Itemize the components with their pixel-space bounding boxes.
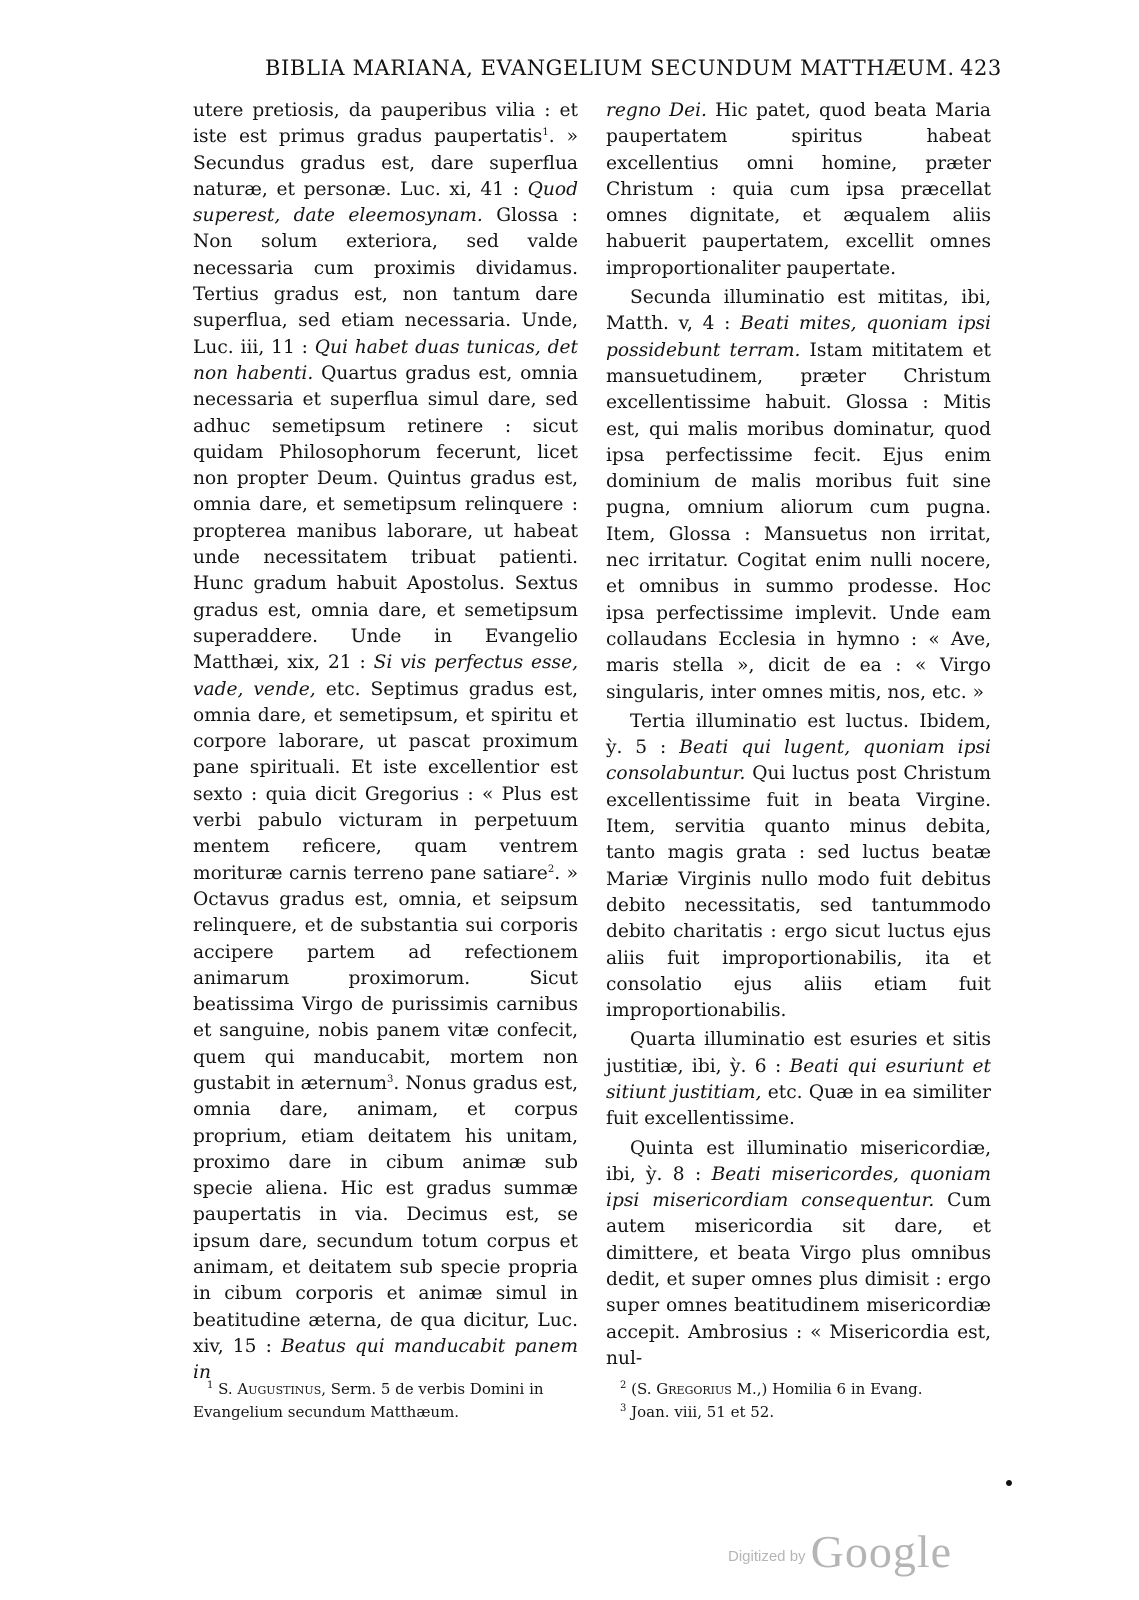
paragraph [606,98,991,282]
text-run: S. [213,1380,238,1398]
footnote-marker: 3 [387,1073,394,1085]
left-text-column [193,98,578,1387]
footnote [193,1378,573,1424]
italic-quote: Quod superest, date eleemosynam. [193,178,578,227]
text-run: Istam mititatem et mansuetudinem, præter Christum excellentissime habuit. Glossa : Mitis est, qui malis moribus dominatur, quod ipsa perfectissime fecit. Ejus enim dominium de malis moribus fuit sine pugna, omnium aliorum cum pugna. Item, Glossa : Mansuetus non irritat, nec irritatur. Cogitat enim nulli nocere, et omnibus in summo prodesse. Hoc ipsa perfectissime implevit. Unde eam collaudans Ecclesia in hymno : « Ave, maris stella », dicit de ea : « Virgo singularis, inter omnes mitis, nos, etc. » [606,339,991,703]
footnote [606,1401,986,1424]
italic-quote: Beati qui lugent, quoniam ipsi consolabuntur. [606,737,991,785]
digitization-watermark [728,1525,952,1578]
running-header [0,56,1139,88]
text-run: . » Octavus gradus est, omnia, et seipsum relinquere, et de substantia sui corporis accipere partem ad refectionem animarum proximorum. Sicut beatissima Virgo de purissimis carnibus et sanguine, nobis panem vitæ confecit, quem qui manducabit, mortem non gustabit in æternum [193,862,578,1094]
text-run: Secunda illuminatio est mititas, ibi, Matth. v, 4 : [606,287,991,335]
text-run: M.,) Homilia 6 in Evang. [731,1380,923,1398]
text-run: utere pretiosis, da pauperibus vilia : et iste est primus gradus paupertatis [193,100,578,148]
google-logo: Google [810,1526,953,1577]
paragraph [606,1136,991,1373]
text-run: Tertia illuminatio est luctus. Ibidem, ỳ. 5 : [606,710,991,759]
author-name: Augustinus [237,1380,322,1398]
italic-quote: Beati mites, quoniam ipsi possidebunt terram. [606,313,991,361]
footnote-marker: 1 [207,1380,214,1391]
italic-quote: Beati misericordes, quoniam ipsi misericordiam consequentur. [606,1163,991,1212]
footnote-marker: 2 [547,863,555,875]
ink-dot [1006,1480,1012,1486]
text-run: Glossa : Non solum exteriora, sed valde necessaria cum proximis dividamus. Tertius gradus est, non tantum dare superflua, sed etiam necessaria. Unde, Luc. iii, 11 : [193,205,578,358]
text-run: . Nonus gradus est, omnia dare, animam, et corpus proprium, etiam deitatem his unitam, proximo dare in cibum animæ sub specie aliena. Hic est gradus summæ paupertatis in via. Decimus est, se ipsum dare, secundum totum corpus et animam, et deitatem sub specie propria in cibum corporis et animæ simul in beatitudine æterna, de qua dicitur, Luc. xiv, 15 : [193,1072,578,1357]
text-run: (S. [626,1380,657,1398]
text-run: Joan. viii, 51 et 52. [626,1403,775,1421]
text-run: . » Secundus gradus est, dare superflua naturæ, et personæ. Luc. xi, 41 : [193,126,578,200]
footnote-marker: 3 [620,1403,627,1414]
footnotes-right [606,1378,986,1424]
text-run: etc. Quæ in ea similiter fuit excellentissime. [606,1081,991,1130]
running-title: BIBLIA MARIANA, EVANGELIUM SECUNDUM MATTHÆUM. [265,56,955,80]
paragraph [606,285,991,706]
watermark-prefix: Digitized by [728,1548,806,1565]
author-name: Gregorius [656,1380,732,1398]
italic-quote: Qui habet duas tunicas, det non habenti. [193,336,579,384]
right-text-column [606,98,991,1372]
text-run: Qui luctus post Christum excellentissime fuit in beata Virgine. Item, servitia quanto minus debita, tanto magis grata : sed luctus beatæ Mariæ Virginis nullo modo fuit debitus debito necessitatis, sed tantummodo debito charitatis : ergo sicut luctus ejus aliis fuit improportionabilis, ita et consolatio ejus aliis etiam fuit improportionabilis. [606,763,991,1022]
footnote-marker: 1 [542,127,549,139]
italic-quote: Beati qui esuriunt et sitiunt justitiam, [606,1055,991,1103]
text-run: Hic patet, quod beata Maria paupertatem spiritus habeat excellentius omni homine, præter Christum : quia cum ipsa præcellat omnes dignitate, et æqualem aliis habuerit paupertatem, excellit omnes improportionaliter paupertate. [606,100,991,279]
text-run: , Serm. 5 de verbis Domini in Evangelium secundum Matthæum. [193,1380,544,1421]
text-run: Quinta est illuminatio misericordiæ, ibi, ỳ. 8 : [606,1137,991,1185]
italic-quote: regno Dei. [606,100,707,121]
footnote [606,1378,986,1401]
italic-quote: Beatus qui manducabit panem in [193,1335,578,1384]
text-run: etc. Septimus gradus est, omnia dare, et semetipsum, et spiritu et corpore laborare, ut pascat proximum pane spirituali. Et iste excellentior est sexto : quia dicit Gregorius : « Plus est verbi pabulo victuram in perpetuum mentem reficere, quam ventrem morituræ carnis terreno pane satiare [193,678,578,884]
paragraph [193,98,578,1387]
italic-quote: Si vis perfectus esse, vade, vende, [193,652,578,700]
text-run: Quartus gradus est, omnia necessaria et superflua simul dare, sed adhuc semetipsum retinere : sicut quidam Philosophorum fecerunt, licet non propter Deum. Quintus gradus est, omnia dare, et semetipsum relinquere : propterea manibus laborare, ut habeat unde necessitatem tribuat patienti. Hunc gradum habuit Apostolus. Sextus gradus est, omnia dare, et semetipsum superaddere. Unde in Evangelio Matthæi, xix, 21 : [193,362,579,674]
page-number: 423 [960,56,1002,80]
paragraph [606,709,991,1025]
footnote-marker: 2 [620,1380,627,1391]
paragraph [606,1027,991,1132]
text-run: Cum autem misericordia sit dare, et dimittere, et beata Virgo plus omnibus dedit, et super omnes plus dimisit : ergo super omnes beatitudinem misericordiæ accepit. Ambrosius : « Misericordia est, nul- [606,1190,991,1369]
footnotes-left [193,1378,573,1424]
text-run: Quarta illuminatio est esuries et sitis justitiæ, ibi, ỳ. 6 : [606,1029,991,1077]
